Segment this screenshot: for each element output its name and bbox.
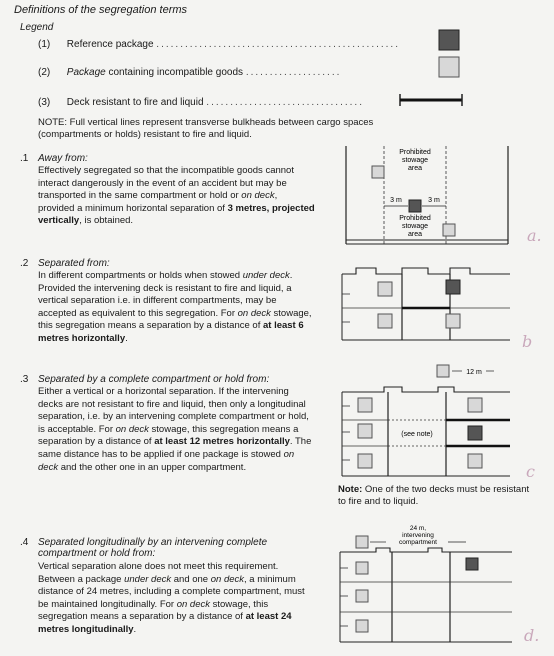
reference-package [446,280,460,294]
svg-text:stowage: stowage [401,157,429,164]
legend-heading: Legend [20,22,54,33]
diagram-separated-longitudinally [336,522,516,646]
incompatible-package [358,398,372,412]
reference-package [466,558,478,570]
legend-note: NOTE: Full vertical lines represent transverse bulkheads between cargo spaces (compartments or holds) resistant to fire and liquid. [38,117,374,140]
leader-dots: .................... [245,67,342,78]
section-number: .2 [20,258,29,269]
legend-number: (3) [38,97,51,108]
prohibited-area-top-label: Prohibited [399,149,431,156]
figure-note-prefix: Note: [338,484,363,495]
handwritten-mark: d. [524,626,540,645]
incompatible-package [358,424,372,438]
svg-text:intervening: intervening [402,532,434,539]
incompatible-package [378,282,392,296]
leader-dots: ................................. [206,97,364,108]
diagram-separated-from [338,264,518,346]
incompatible-package [358,454,372,468]
incompatible-package [378,314,392,328]
handwritten-mark: c [526,462,535,481]
legend-number: (2) [38,67,51,78]
svg-text:stowage: stowage [401,223,429,230]
svg-text:area: area [407,231,423,238]
legend-label-italic: Package [66,67,106,78]
legend-label: Deck resistant to fire and liquid [66,97,204,108]
see-note-label: (see note) [401,431,433,438]
svg-text:area: area [407,165,423,172]
distance-label: 12 m [466,369,482,376]
distance-label-right: 3 m [428,197,440,204]
reference-package [409,200,421,212]
incompatible-package [372,166,384,178]
incompatible-package [443,224,455,236]
page-title: Definitions of the segregation terms [14,4,188,16]
section-number: .3 [20,374,29,385]
prohibited-area-bottom-label: Prohibited [399,215,431,222]
dark-box-icon [438,29,460,51]
incompatible-package [356,536,368,548]
section-body: In different compartments or holds when stowed under deck. Provided the intervening deck is resistant to fire and liquid, a vertical separation i.e. in different compartments, may be accepted as equivalent to this segregation. For on deck stowage, this segregation means a separation by a distance of at least 6 metres horizontally. [38,270,312,344]
legend-label: Reference package [66,39,154,50]
section-heading: Separated longitudinally by an intervening complete compartment or hold from: [38,537,268,559]
incompatible-package [356,620,368,632]
handwritten-mark: a. [527,226,542,245]
section-heading: Away from: [38,153,88,164]
leader-dots: ................................................... [156,39,400,50]
light-box-icon [438,56,460,78]
svg-text:compartment: compartment [399,539,437,546]
section-heading: Separated from: [38,258,110,269]
section-heading: Separated by a complete compartment or hold from: [38,374,270,385]
section-number: .1 [20,153,29,164]
legend-number: (1) [38,39,51,50]
reference-package [468,426,482,440]
thick-line-icon [398,92,464,108]
distance-label-left: 3 m [390,197,402,204]
incompatible-package [468,454,482,468]
figure-note-text: One of the two decks must be resistant to fire and to liquid. [338,484,530,507]
legend-item-incompatible [38,67,341,78]
diagram-away-from [336,140,516,250]
handwritten-mark: b [522,332,533,351]
legend-label: containing incompatible goods [105,67,244,78]
legend-item-reference [38,39,400,50]
diagram-separated-by-compartment [338,384,518,480]
section-number: .4 [20,537,29,548]
incompatible-package [446,314,460,328]
legend-item-deck [38,97,364,108]
figure-note [338,484,538,508]
section-body: Effectively segregated so that the incompatible goods cannot interact dangerously in the event of an accident but may be transported in the same compartment or hold or on deck, provided a minimum horizontal separation of 3 metres, projected vertically, is obtained. [38,165,315,227]
distance-label: 24 m, [409,525,427,532]
section-body: Either a vertical or a horizontal separation. If the intervening decks are not resistant to fire and liquid, then only a longitudinal separation, i.e. by an intervening complete compartment or hold, is acceptable. For on deck stowage, this segregation means a separation by a distance of at least 12 metres horizontally. The same distance has to be applied if one package is stowed on deck and the other one in an upper compartment. [38,386,312,473]
incompatible-package [356,590,368,602]
distance-indicator [436,364,496,378]
incompatible-package [468,398,482,412]
incompatible-package [356,562,368,574]
section-body: Vertical separation alone does not meet this requirement. Between a package under deck and one on deck, a minimum distance of 24 metres, including a complete compartment, must be maintained longitudinally. For on deck stowage, this segregation means a separation by a distance of at least 24 metres longitudinally. [38,561,305,635]
